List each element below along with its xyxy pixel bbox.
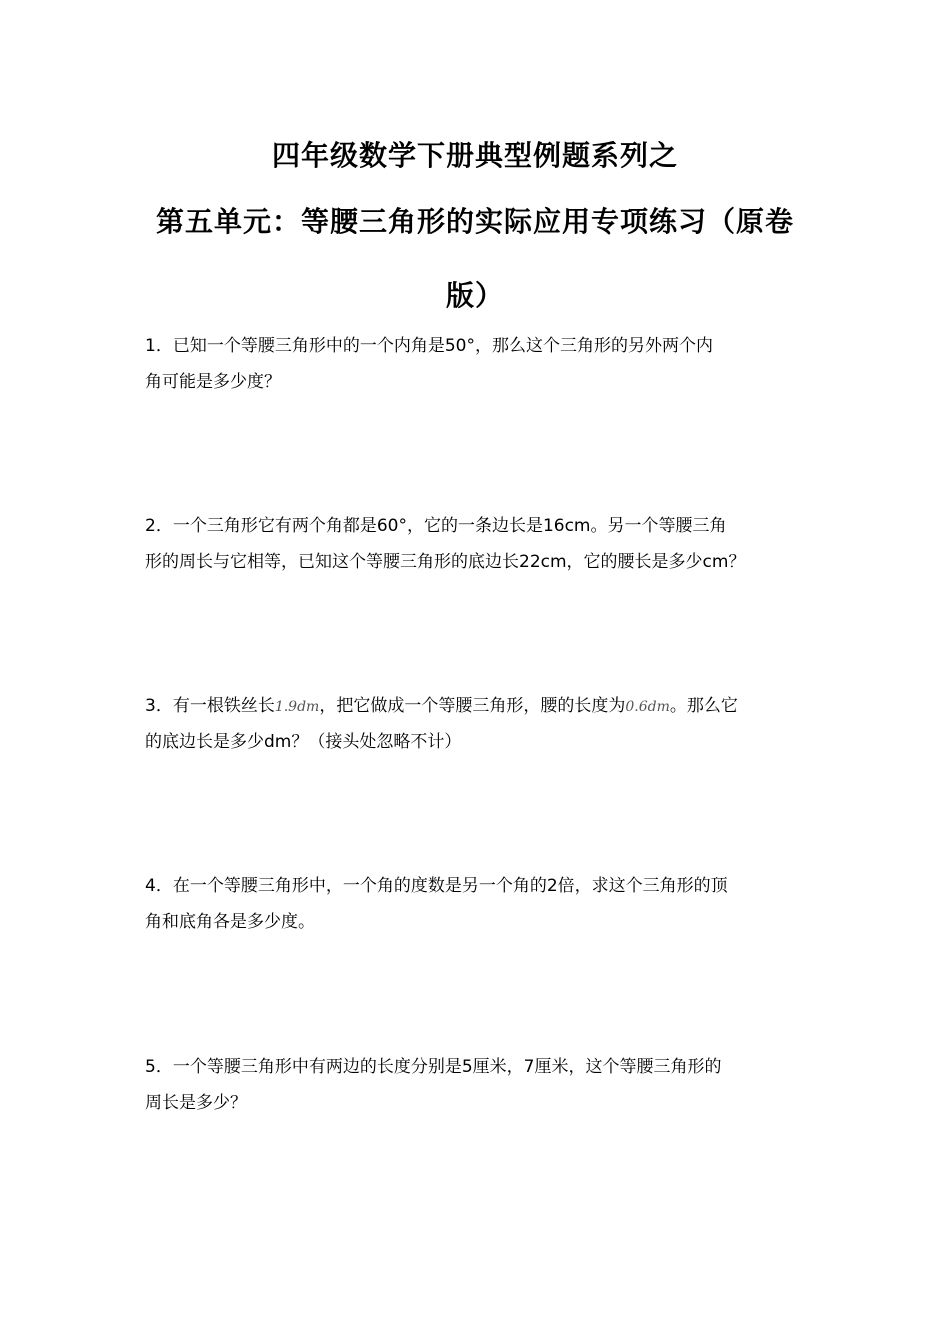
question-3-line-2: 的底边长是多少dm？（接头处忽略不计） — [145, 732, 462, 752]
question-3-line-1 — [145, 688, 810, 724]
question-2 — [145, 508, 810, 580]
question-3-text-b: ，把它做成一个等腰三角形，腰的长度为 — [319, 696, 626, 716]
question-3 — [145, 688, 810, 760]
question-4 — [145, 868, 810, 940]
math-length-leg: 0.6dm — [625, 699, 670, 715]
question-5-line-2: 周长是多少？ — [145, 1093, 247, 1113]
title-line-1: 四年级数学下册典型例题系列之 — [271, 139, 678, 172]
question-2-line-1: 2．一个三角形它有两个角都是60°，它的一条边长是16cm。另一个等腰三角 — [145, 516, 727, 536]
question-1-line-1: 1．已知一个等腰三角形中的一个内角是50°，那么这个三角形的另外两个内 — [145, 336, 713, 356]
title-line-3: 版） — [445, 279, 504, 312]
question-1 — [145, 328, 810, 400]
question-5-line-1: 5．一个等腰三角形中有两边的长度分别是5厘米，7厘米，这个等腰三角形的 — [145, 1057, 722, 1077]
question-5 — [145, 1049, 810, 1121]
title-line-2: 第五单元：等腰三角形的实际应用专项练习（原卷 — [155, 205, 794, 238]
question-4-line-1: 4．在一个等腰三角形中，一个角的度数是另一个角的2倍，求这个三角形的顶 — [145, 876, 728, 896]
math-length-total: 1.9dm — [274, 699, 320, 715]
question-3-text-c: 。那么它 — [669, 696, 738, 716]
question-1-line-2: 角可能是多少度？ — [145, 372, 281, 392]
question-4-line-2: 角和底角各是多少度。 — [145, 912, 315, 932]
question-2-line-2: 形的周长与它相等，已知这个等腰三角形的底边长22cm，它的腰长是多少cm？ — [145, 552, 746, 572]
question-3-text-a: 3．有一根铁丝长 — [145, 696, 275, 716]
